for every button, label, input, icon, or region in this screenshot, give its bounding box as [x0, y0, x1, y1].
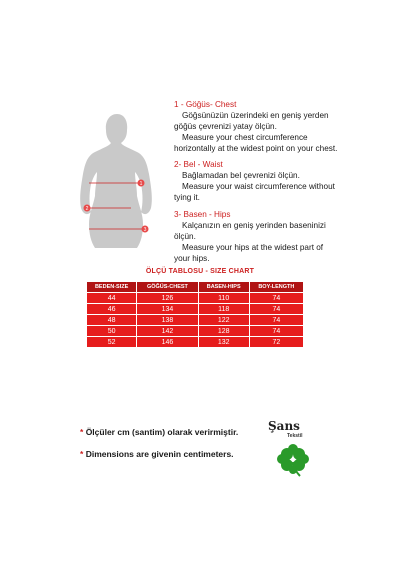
chest-instructions [174, 99, 389, 154]
cell-size: 52 [87, 337, 137, 348]
chest-heading: 1 - Göğüs- Chest [174, 100, 237, 109]
hips-text-en-2: your hips. [174, 254, 210, 263]
mannequin-figure [75, 110, 160, 250]
cell-hips: 110 [198, 293, 249, 304]
waist-text-en-2: tying it. [174, 193, 200, 202]
note-text: Ölçüler cm (santim) olarak verirmiştir. [85, 427, 239, 437]
cell-size: 48 [87, 315, 137, 326]
waist-text-en-1: Measure your waist circumference without [182, 182, 335, 191]
cell-size: 50 [87, 326, 137, 337]
cell-chest: 146 [137, 337, 198, 348]
cell-length: 74 [249, 304, 303, 315]
cell-chest: 142 [137, 326, 198, 337]
chest-text-tr-1: Göğsünüzün üzerindeki en geniş yerden [182, 111, 329, 120]
svg-text:3: 3 [143, 227, 147, 233]
hips-text-en-1: Measure your hips at the widest part of [182, 243, 324, 252]
cell-hips: 118 [198, 304, 249, 315]
hips-text-tr-2: ölçün. [174, 232, 196, 241]
table-header-row [87, 282, 304, 293]
cell-size: 44 [87, 293, 137, 304]
cell-size: 46 [87, 304, 137, 315]
cell-chest: 134 [137, 304, 198, 315]
hips-text-tr-1: Kalçanızın en geniş yerinden baseninizi [182, 221, 326, 230]
cell-hips: 122 [198, 315, 249, 326]
cell-chest: 138 [137, 315, 198, 326]
table-row [87, 315, 304, 326]
cell-length: 74 [249, 326, 303, 337]
waist-heading: 2- Bel - Waist [174, 160, 223, 169]
note-text: Dimensions are givenin centimeters. [85, 449, 234, 459]
col-header-size: BEDEN-SIZE [87, 282, 137, 293]
note-star: * [80, 449, 84, 459]
svg-text:1: 1 [139, 181, 143, 187]
brand-name: Şans [268, 419, 300, 433]
col-header-chest: GÖĞÜS-CHEST [137, 282, 198, 293]
col-header-hips: BASEN-HIPS [198, 282, 249, 293]
chest-text-en-2: horizontally at the widest point on your chest. [174, 144, 338, 153]
note-units-en [80, 449, 234, 459]
col-header-length: BOY-LENGTH [249, 282, 303, 293]
cell-chest: 126 [137, 293, 198, 304]
cell-hips: 132 [198, 337, 249, 348]
chest-text-tr-2: göğüs çevrenizi yatay ölçün. [174, 122, 277, 131]
cell-hips: 128 [198, 326, 249, 337]
marker-3 [142, 226, 149, 234]
hips-instructions [174, 209, 389, 264]
hips-heading: 3- Basen - Hips [174, 210, 231, 219]
svg-text:2: 2 [85, 206, 89, 212]
four-leaf-clover-icon [268, 418, 318, 478]
size-chart-table [86, 281, 304, 348]
waist-text-tr-1: Bağlamadan bel çevrenizi ölçün. [182, 171, 300, 180]
cell-length: 74 [249, 315, 303, 326]
cell-length: 72 [249, 337, 303, 348]
brand-subtitle: Tekstil [287, 433, 303, 439]
table-row [87, 326, 304, 337]
cell-length: 74 [249, 293, 303, 304]
chest-text-en-1: Measure your chest circumference [182, 133, 308, 142]
note-units-tr [80, 427, 238, 437]
note-star: * [80, 427, 84, 437]
size-chart-title: ÖLÇÜ TABLOSU - SIZE CHART [145, 268, 255, 275]
table-row [87, 293, 304, 304]
waist-instructions [174, 159, 389, 203]
table-row [87, 337, 304, 348]
table-row [87, 304, 304, 315]
